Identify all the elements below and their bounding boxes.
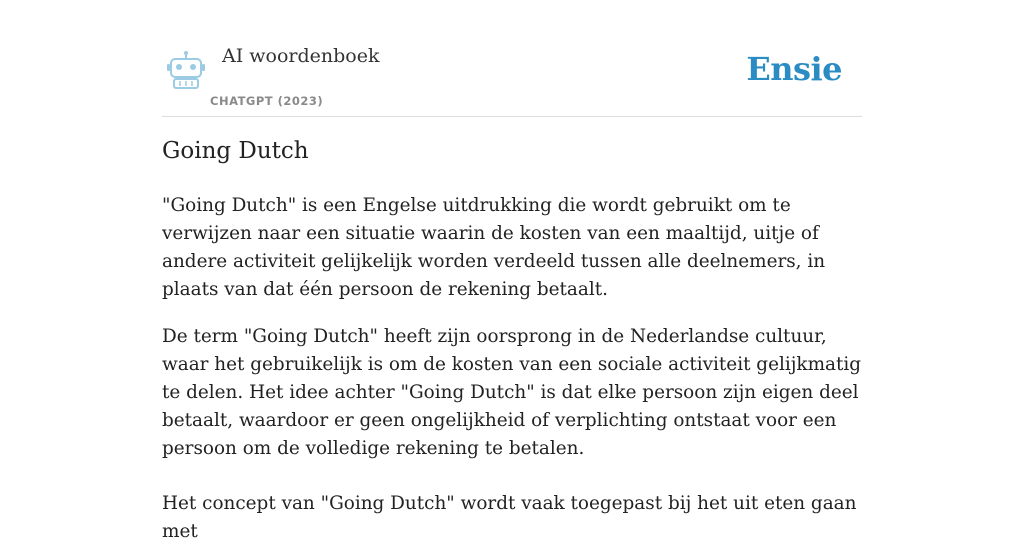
definition-paragraph: De term "Going Dutch" heeft zijn oorsprong in de Nederlandse cultuur, waar het gebruikelijk is om de kosten van een sociale activiteit gelijkmatig te delen. Het idee achter "Going Dutch" is dat elke persoon zijn eigen deel betaalt, waardoor er geen ongelijkheid of verplichting ontstaat voor een persoon om de volledige rekening te betalen. [162, 326, 862, 459]
entry-term: Going Dutch [162, 138, 309, 164]
definition-paragraph: "Going Dutch" is een Engelse uitdrukking die wordt gebruikt om te verwijzen naar een situatie waarin de kosten van een maaltijd, uitje of andere activiteit gelijkelijk worden verdeeld tussen alle deelnemers, in plaats van dat één persoon de rekening betaalt. [162, 195, 826, 300]
header [162, 0, 862, 117]
definition-paragraph: Het concept van "Going Dutch" wordt vaak toegepast bij het uit eten gaan met [162, 493, 857, 542]
entry-definition [162, 192, 867, 546]
robot-icon [166, 50, 206, 90]
source-label: CHATGPT (2023) [210, 94, 324, 108]
brand-logo[interactable]: Ensie [746, 50, 842, 88]
dictionary-title[interactable]: AI woordenboek [222, 45, 380, 67]
